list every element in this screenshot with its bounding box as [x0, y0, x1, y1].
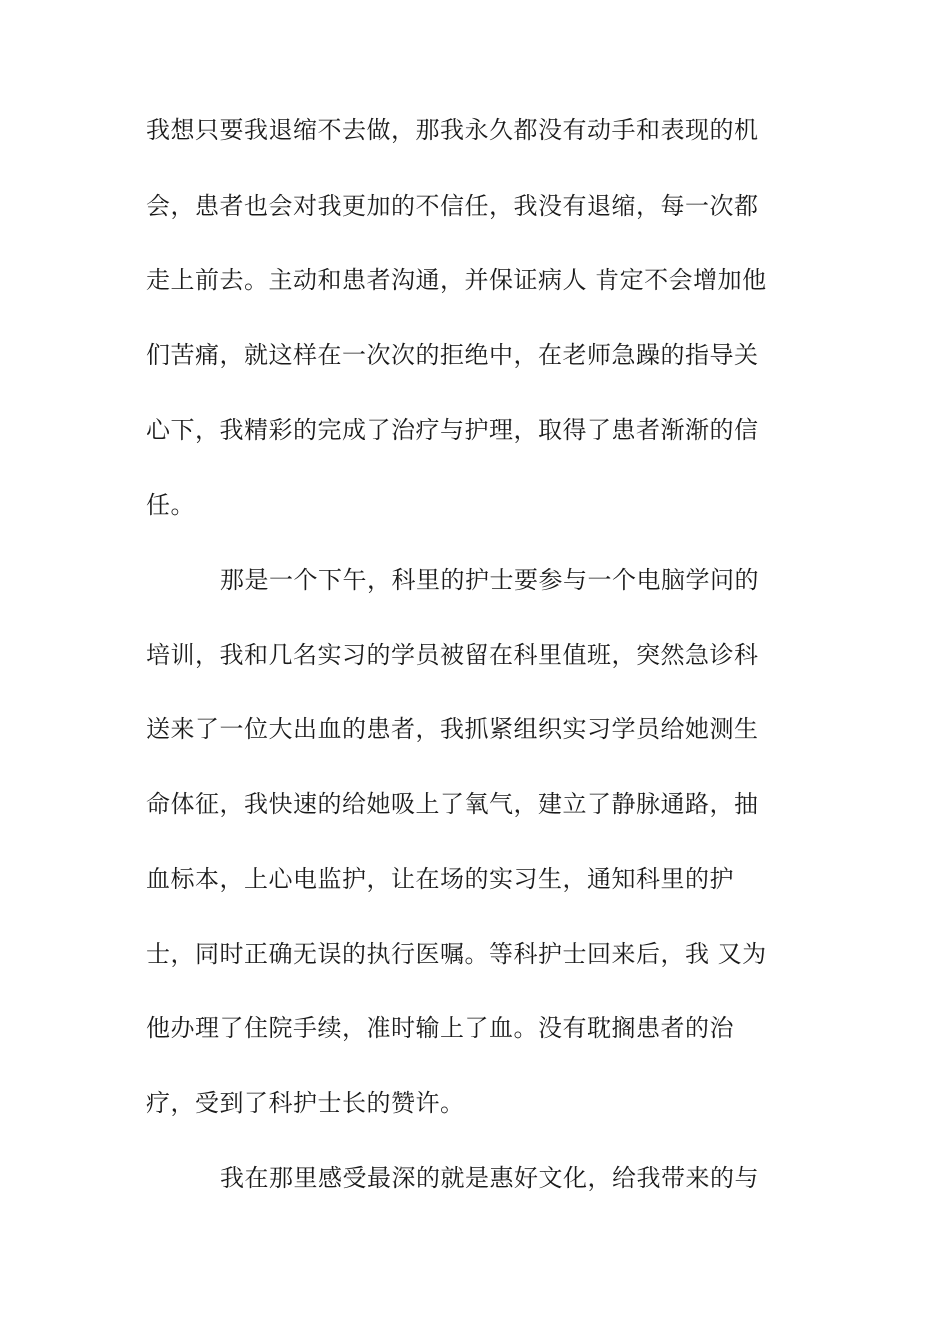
text-line: 他办理了住院手续，准时输上了血。没有耽搁患者的治 — [146, 1014, 734, 1042]
text-line: 血标本，上心电监护，让在场的实习生，通知科里的护 — [146, 865, 734, 893]
paragraph-first-line: 我在那里感受最深的就是惠好文化，给我带来的与 — [220, 1164, 759, 1192]
text-line: 我想只要我退缩不去做，那我永久都没有动手和表现的机 — [146, 116, 759, 144]
text-line: 培训，我和几名实习的学员被留在科里值班，突然急诊科 — [146, 641, 759, 669]
text-line: 心下，我精彩的完成了治疗与护理，取得了患者渐渐的信 — [146, 416, 759, 444]
text-line: 会，患者也会对我更加的不信任，我没有退缩，每一次都 — [146, 192, 759, 220]
text-line: 走上前去。主动和患者沟通，并保证病人 肯定不会增加他 — [146, 266, 767, 294]
text-line: 疗，受到了科护士长的赞许。 — [146, 1089, 465, 1117]
text-line: 任。 — [146, 491, 195, 519]
text-line: 命体征，我快速的给她吸上了氧气，建立了静脉通路，抽 — [146, 790, 759, 818]
text-line: 送来了一位大出血的患者，我抓紧组织实习学员给她测生 — [146, 715, 759, 743]
text-line: 们苦痛，就这样在一次次的拒绝中，在老师急躁的指导关 — [146, 341, 759, 369]
text-line: 士，同时正确无误的执行医嘱。等科护士回来后，我 又为 — [146, 940, 767, 968]
paragraph-first-line: 那是一个下午，科里的护士要参与一个电脑学问的 — [220, 566, 759, 594]
